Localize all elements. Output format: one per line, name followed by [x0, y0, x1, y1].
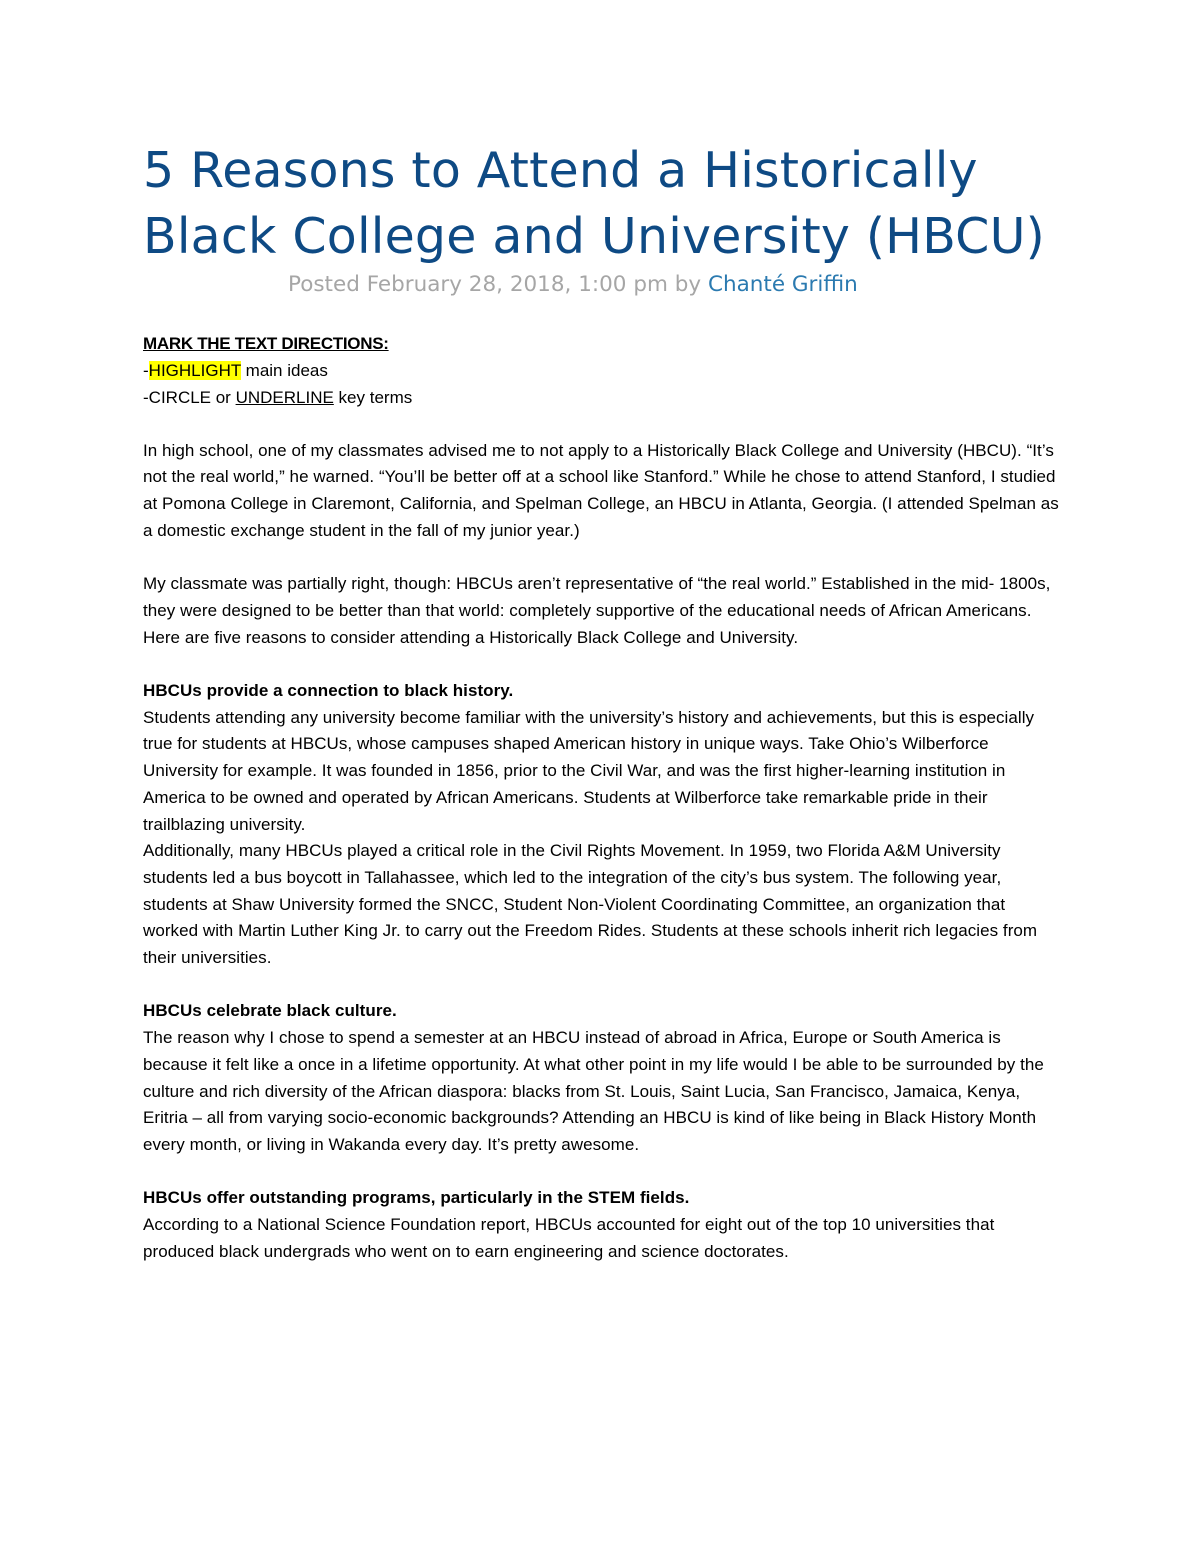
- article-title: 5 Reasons to Attend a Historically Black College and University (HBCU): [143, 142, 1045, 265]
- section-heading: HBCUs provide a connection to black history.: [143, 680, 514, 700]
- section-heading: HBCUs celebrate black culture.: [143, 1001, 397, 1021]
- posted-byline: [288, 270, 1063, 300]
- section-paragraph: According to a National Science Foundation report, HBCUs accounted for eight out of the top 10 universities that produced black undergrads who went on to earn engineering and science doctorates.: [143, 1215, 995, 1261]
- intro-paragraph-2: My classmate was partially right, though: HBCUs aren’t representative of “the real world.” Established in the mid- 1800s, they were designed to be better than that world: completely supportive of the educational needs of African Americans. Here are five reasons to consider attending a Historically Black College and University.: [143, 574, 1051, 647]
- dash: -: [143, 361, 149, 380]
- intro-paragraph-1: In high school, one of my classmates advised me to not apply to a Historically Black College and University (HBCU). “It’s not the real world,” he warned. “You’ll be better off at a school like Stanford.” While he chose to attend Stanford, I studied at Pomona College in Claremont, California, and Spelman College, an HBCU in Atlanta, Georgia. (I attended Spelman as a domestic exchange student in the fall of my junior year.): [143, 440, 1059, 540]
- author-name: Chanté Griffin: [707, 272, 858, 297]
- section-heading: HBCUs offer outstanding programs, particularly in the STEM fields.: [143, 1188, 690, 1208]
- directions-block: [143, 330, 1063, 411]
- directions-line2-rest: key terms: [333, 388, 413, 407]
- section-paragraph: Students attending any university become familiar with the university’s history and achievements, but this is especially true for students at HBCUs, whose campuses shaped American history in unique ways. Take Ohio’s Wilberforce University for example. It was founded in 1856, prior to the Civil War, and was the first higher-learning institution in America to be owned and operated by African Americans. Students at Wilberforce take remarkable pride in their trailblazing university.: [143, 707, 1035, 834]
- directions-line2-start: -CIRCLE or: [143, 388, 236, 407]
- directions-line1-rest: main ideas: [240, 361, 328, 380]
- document-page: [143, 138, 1063, 1265]
- directions-heading: MARK THE TEXT DIRECTIONS:: [143, 334, 389, 353]
- directions-line-underline: [143, 384, 1063, 411]
- article-body: [143, 411, 1063, 1265]
- section-paragraph: The reason why I chose to spend a semester at an HBCU instead of abroad in Africa, Europe or South America is because it felt like a once in a lifetime opportunity. At what other point in my life would I be able to be surrounded by the culture and rich diversity of the African diaspora: blacks from St. Louis, Saint Lucia, San Francisco, Jamaica, Kenya, Eritria – all from varying socio-economic backgrounds? Attending an HBCU is kind of like being in Black History Month every month, or living in Wakanda every day. It’s pretty awesome.: [143, 1028, 1044, 1154]
- highlight-word: HIGHLIGHT: [148, 361, 241, 380]
- underline-word: UNDERLINE: [235, 388, 334, 407]
- section-paragraph: Additionally, many HBCUs played a critical role in the Civil Rights Movement. In 1959, two Florida A&M University students led a bus boycott in Tallahassee, which led to the integration of the city’s bus system. The following year, students at Shaw University formed the SNCC, Student Non-Violent Coordinating Committee, an organization that worked with Martin Luther King Jr. to carry out the Freedom Rides. Students at these schools inherit rich legacies from their universities.: [143, 841, 1038, 968]
- directions-line-highlight: [143, 357, 1063, 384]
- posted-date: Posted February 28, 2018, 1:00 pm by: [288, 272, 708, 297]
